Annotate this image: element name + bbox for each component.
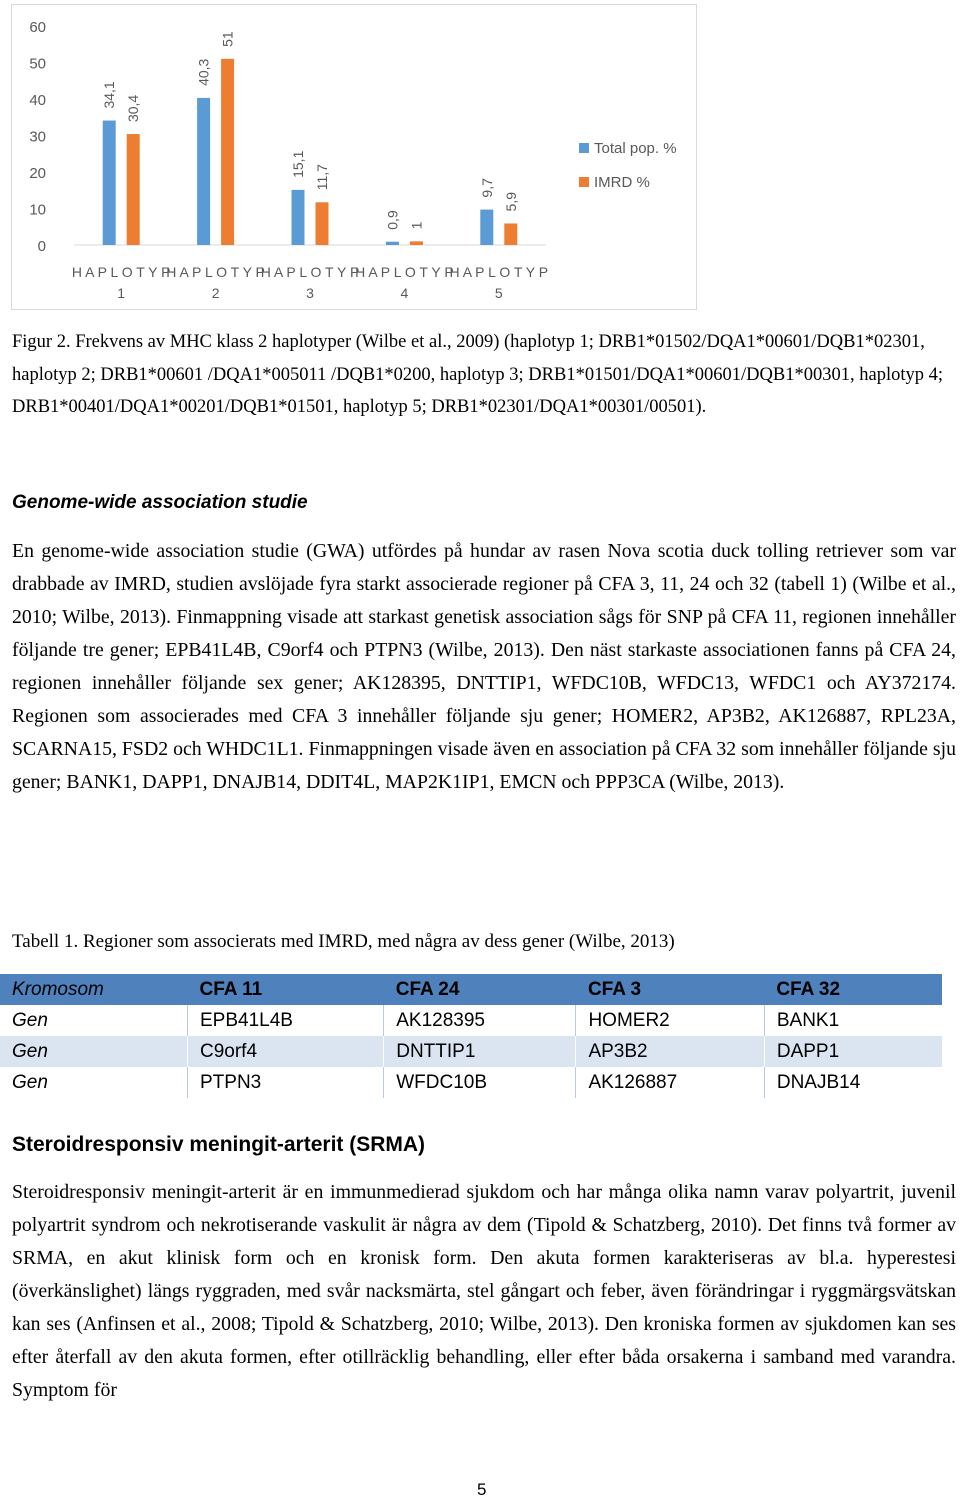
bar: [221, 59, 234, 245]
bar: [103, 121, 116, 245]
figure-caption: Figur 2. Frekvens av MHC klass 2 haplotyper (Wilbe et al., 2009) (haplotyp 1; DRB1*01502/DQA1*00601/DQB1*02301, haplotyp 2; DRB1*00601 /DQA1*005011 /DQB1*0200, haplotyp 3; DRB1*01501/DQA1*00601/DQB1*00301, haplotyp 4; DRB1*00401/DQA1*00201/DQB1*01501, haplotyp 5; DRB1*02301/DQA1*00301/00501).: [12, 332, 943, 417]
data-label: 40,3: [195, 58, 212, 86]
table-cell: AK128395: [384, 1005, 576, 1036]
page-number: 5: [477, 1480, 487, 1499]
x-tick-label: H A P L O T Y P: [355, 264, 454, 280]
chart-legend: [579, 131, 677, 199]
data-label: 1: [408, 221, 425, 230]
bar: [410, 241, 423, 245]
table-cell: DNAJB14: [764, 1067, 942, 1098]
bar: [197, 98, 210, 245]
bar: [292, 190, 305, 245]
table-cell: WFDC10B: [384, 1067, 576, 1098]
data-label: 11,7: [314, 164, 330, 191]
x-tick-label: 1: [117, 285, 126, 301]
table-cell: DNTTIP1: [384, 1036, 576, 1067]
bar: [316, 202, 329, 245]
x-tick-label: 2: [211, 285, 220, 301]
legend-item-imrd: [579, 165, 677, 199]
table-cell: Gen: [0, 1036, 188, 1067]
table-cell: Gen: [0, 1067, 188, 1098]
legend-label-total: Total pop. %: [594, 139, 677, 157]
table-cell: C9orf4: [188, 1036, 384, 1067]
section-heading-srma: Steroidresponsiv meningit-arterit (SRMA): [12, 1133, 426, 1156]
bar: [480, 210, 493, 245]
table-cell: AP3B2: [576, 1036, 764, 1067]
y-tick-label: 60: [29, 19, 46, 36]
bar: [504, 223, 517, 245]
srma-paragraph: Steroidresponsiv meningit-arterit är en immunmedierad sjukdom och har många olika namn varav polyartrit, juvenil polyartrit syndrom och nekrotiserande vaskulit är några av dem (Tipold & Schatzberg, 2010). Det finns två former av SRMA, en akut klinisk form och en kronisk form. Den akuta formen karakteriseras av bl.a. hyperestesi (överkänslighet) längs ryggraden, med svår nacksmärta, stel gångart och feber, även förändringar i ryggmärgsvätskan kan ses (Anfinsen et al., 2008; Tipold & Schatzberg, 2010; Wilbe, 2013). Den kroniska formen av sjukdomen kan ses efter återfall av den akuta formen, efter otillräcklig behandling, eller efter båda orsakerna i samband med varandra. Symptom för: [12, 1181, 956, 1401]
table-row: [0, 1067, 942, 1098]
table-header-cell: CFA 32: [764, 974, 942, 1005]
table-caption: Tabell 1. Regioner som associerats med IMRD, med några av dess gener (Wilbe, 2013): [12, 931, 675, 952]
data-label: 34,1: [101, 81, 118, 109]
x-tick-label: 4: [400, 285, 409, 301]
x-tick-label: 3: [306, 285, 314, 301]
bar: [386, 242, 399, 245]
x-tick-label: H A P L O T Y P: [260, 264, 360, 280]
table-cell: EPB41L4B: [188, 1005, 384, 1036]
gene-table: [0, 974, 942, 1098]
x-tick-label: H A P L O T Y P: [166, 264, 265, 280]
data-label: 15,1: [290, 150, 306, 178]
legend-item-total: [579, 131, 677, 165]
table-header-cell: Kromosom: [0, 974, 188, 1005]
y-tick-label: 50: [29, 55, 46, 73]
table-header-cell: CFA 11: [188, 974, 384, 1005]
y-tick-label: 30: [29, 128, 46, 146]
data-label: 9,7: [478, 178, 495, 198]
table-header-cell: CFA 24: [384, 974, 576, 1005]
table-row: [0, 1036, 942, 1067]
x-tick-label: H A P L O T Y P: [449, 264, 549, 280]
table-header-cell: CFA 3: [576, 974, 764, 1005]
data-label: 5,9: [502, 191, 519, 212]
table-cell: PTPN3: [188, 1067, 384, 1098]
legend-swatch-total: [579, 143, 589, 153]
section-heading-gwa: Genome-wide association studie: [12, 492, 308, 513]
data-label: 0,9: [384, 210, 401, 230]
table-cell: AK126887: [576, 1067, 764, 1098]
y-tick-label: 0: [37, 238, 46, 255]
bar: [127, 134, 140, 245]
legend-label-imrd: IMRD %: [594, 173, 650, 191]
y-tick-label: 10: [29, 201, 46, 219]
table-cell: Gen: [0, 1005, 188, 1036]
y-tick-label: 40: [29, 92, 46, 109]
table-header-row: [0, 974, 942, 1005]
table-cell: BANK1: [764, 1005, 942, 1036]
table-row: [0, 1005, 942, 1036]
gwa-paragraph: En genome-wide association studie (GWA) utfördes på hundar av rasen Nova scotia duck tolling retriever som var drabbade av IMRD, studien avslöjade fyra starkt associerade regioner på CFA 3, 11, 24 och 32 (tabell 1) (Wilbe et al., 2010; Wilbe, 2013). Finmappning visade att starkast genetisk association sågs för SNP på CFA 11, regionen innehåller följande tre gener; EPB41L4B, C9orf4 och PTPN3 (Wilbe, 2013). Den näst starkaste associationen fanns på CFA 24, regionen innehåller följande sex gener; AK128395, DNTTIP1, WFDC10B, WFDC13, WFDC1 och AY372174. Regionen som associerades med CFA 3 innehåller följande sju gener; HOMER2, AP3B2, AK126887, RPL23A, SCARNA15, FSD2 och WHDC1L1. Finmappningen visade även en association på CFA 32 som innehåller följande sju gener; BANK1, DAPP1, DNAJB14, DDIT4L, MAP2K1IP1, EMCN och PPP3CA (Wilbe, 2013).: [12, 540, 956, 793]
bar-chart: [11, 4, 697, 310]
x-tick-label: H A P L O T Y P: [71, 264, 171, 280]
data-label: 51: [219, 31, 236, 47]
data-label: 30,4: [125, 94, 142, 123]
table-cell: DAPP1: [764, 1036, 942, 1067]
y-tick-label: 20: [29, 165, 46, 182]
legend-swatch-imrd: [579, 177, 589, 187]
table-cell: HOMER2: [576, 1005, 764, 1036]
x-tick-label: 5: [494, 285, 503, 301]
